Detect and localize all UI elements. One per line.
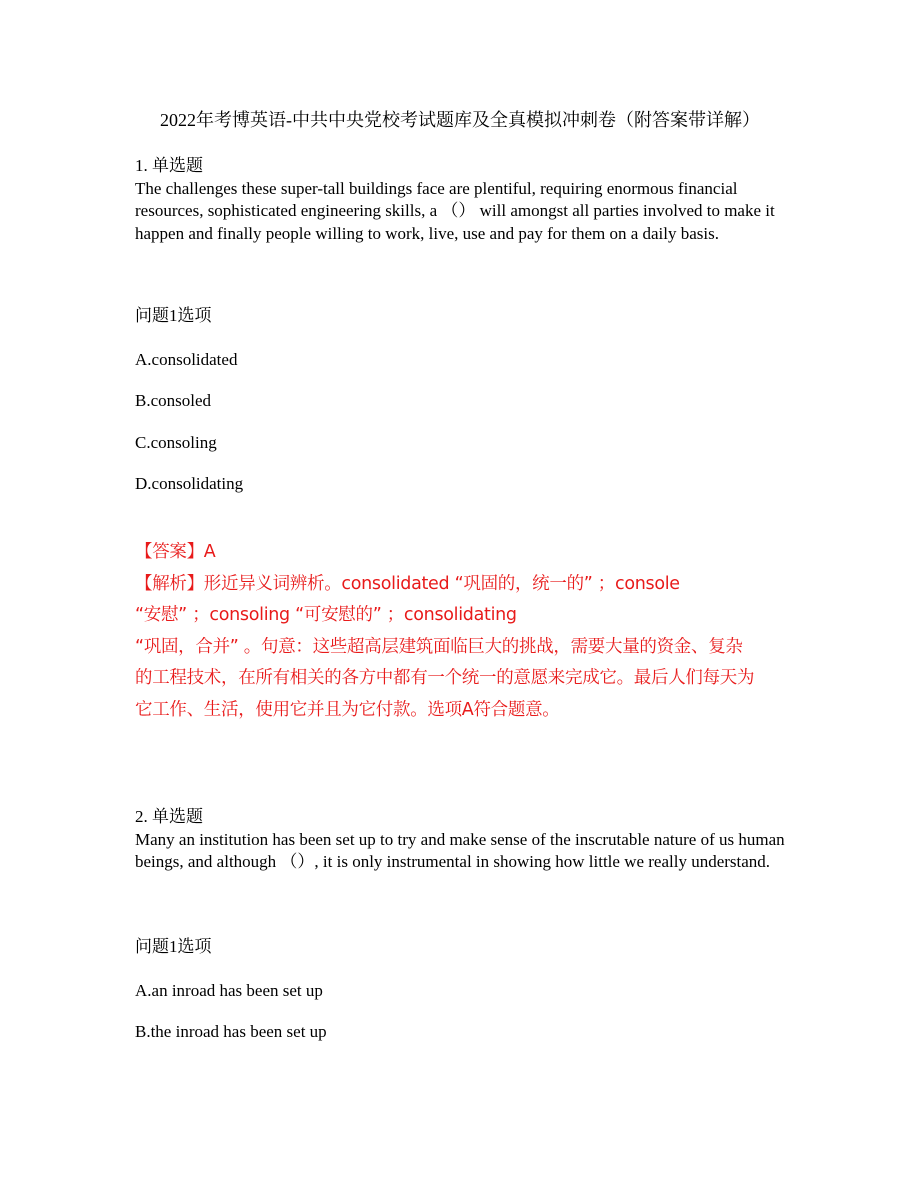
question-1 bbox=[135, 155, 785, 245]
question-1-option-d: D.consolidating bbox=[135, 474, 244, 493]
explanation-line: 【解析】形近异义词辨析。consolidated “巩固的，统一的” ；console bbox=[135, 573, 680, 594]
question-2-stem: Many an institution has been set up to try and make sense of the inscrutable nature of us human beings, and although （）, it is only instrumental in showing how little we really understand. bbox=[135, 829, 785, 871]
question-1-option-b: B.consoled bbox=[135, 391, 212, 410]
explanation-line: “巩固，合并” 。句意：这些超高层建筑面临巨大的挑战，需要大量的资金、复杂 bbox=[135, 636, 743, 657]
question-1-option-c: C.consoling bbox=[135, 433, 217, 452]
question-1-options-label: 问题1选项 bbox=[135, 306, 212, 325]
question-1-heading: 1. 单选题 bbox=[135, 156, 203, 175]
explanation-line: 它工作、生活，使用它并且为它付款。选项A符合题意。 bbox=[135, 699, 560, 720]
question-2-options-label: 问题1选项 bbox=[135, 937, 212, 956]
explanation-line: “安慰” ；consoling “可安慰的” ；consolidating bbox=[135, 605, 517, 625]
question-2 bbox=[135, 806, 785, 874]
document-title: 2022年考博英语-中共中央党校考试题库及全真模拟冲刺卷（附答案带详解） bbox=[160, 110, 760, 130]
question-2-option-b: B.the inroad has been set up bbox=[135, 1022, 327, 1041]
question-1-option-a: A.consolidated bbox=[135, 350, 238, 369]
question-2-option-a: A.an inroad has been set up bbox=[135, 981, 323, 1000]
explanation-line: 的工程技术，在所有相关的各方中都有一个统一的意愿来完成它。最后人们每天为 bbox=[135, 668, 755, 688]
question-2-heading: 2. 单选题 bbox=[135, 807, 203, 826]
answer-line: 【答案】A bbox=[135, 542, 216, 562]
question-1-stem: The challenges these super-tall buildings face are plentiful, requiring enormous financial resources, sophisticated engineering skills, a （） will amongst all parties involved to make it happen and finally people willing to work, live, use and pay for them on a daily basis. bbox=[135, 178, 775, 243]
question-1-answer-block bbox=[135, 537, 795, 726]
